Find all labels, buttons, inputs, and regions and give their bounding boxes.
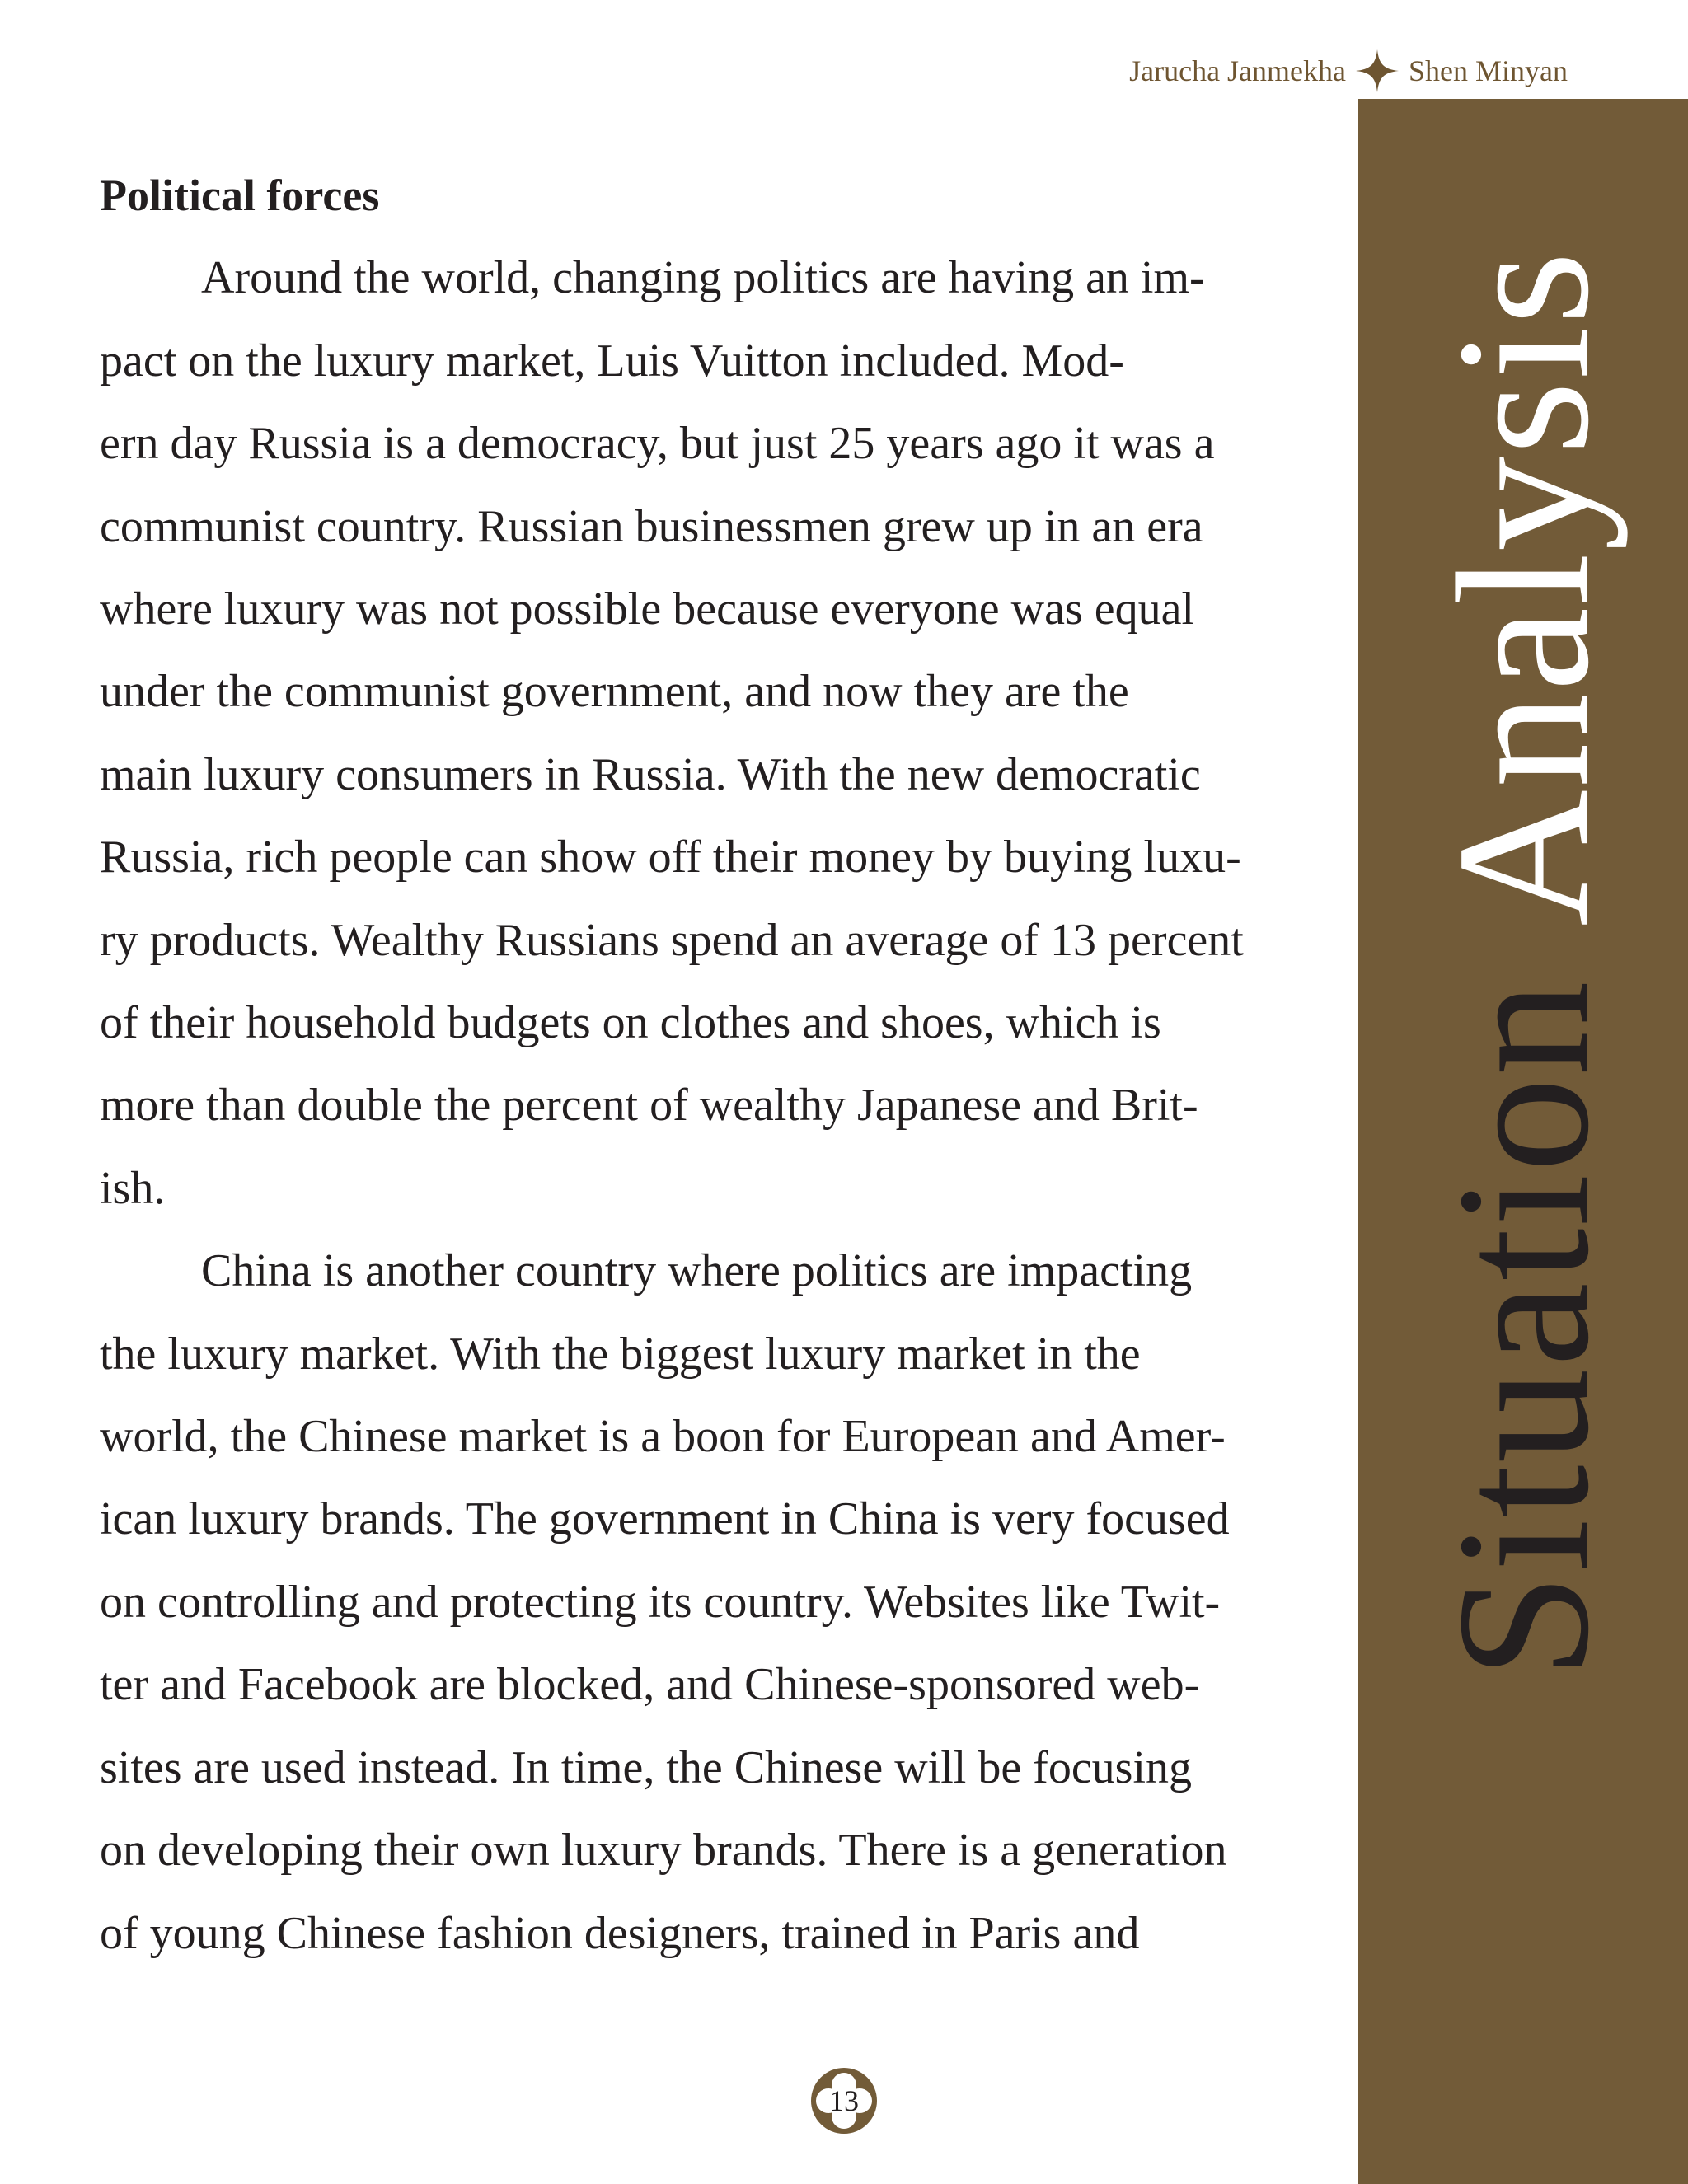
header-byline (1129, 48, 1568, 94)
page-number-ornament (810, 2067, 878, 2135)
text-line: the luxury market. With the biggest luxury market in the (100, 1328, 1141, 1380)
text-line: sites are used instead. In time, the Chinese will be focusing (100, 1741, 1193, 1793)
text-line: Around the world, changing politics are having an im- (201, 252, 1205, 304)
text-line: ern day Russia is a democracy, but just 25 years ago it was a (100, 418, 1215, 470)
author-name-1: Jarucha Janmekha (1129, 54, 1346, 87)
section-title (1418, 250, 1628, 1679)
text-line: Russia, rich people can show off their money by buying luxu- (100, 832, 1241, 883)
page-number: 13 (829, 2084, 859, 2117)
text-line: ry products. Wealthy Russians spend an average of 13 percent (100, 914, 1244, 966)
text-line: more than double the percent of wealthy Japanese and Brit- (100, 1080, 1198, 1132)
text-line: world, the Chinese market is a boon for European and Amer- (100, 1411, 1226, 1463)
text-line: where luxury was not possible because everyone was equal (100, 583, 1195, 635)
paragraph-1 (100, 237, 1320, 1230)
text-line: China is another country where politics are impacting (201, 1245, 1193, 1297)
section-heading: Political forces (100, 171, 380, 220)
text-line: main luxury consumers in Russia. With the new democratic (100, 748, 1201, 800)
text-line: ter and Facebook are blocked, and Chinese-sponsored web- (100, 1659, 1200, 1711)
paragraph-2 (100, 1230, 1320, 1975)
author-name-2: Shen Minyan (1409, 54, 1568, 87)
main-content (100, 171, 1320, 1975)
text-line: on developing their own luxury brands. There is a generation (100, 1825, 1227, 1877)
body-text (100, 237, 1320, 1975)
four-point-star-icon (1354, 48, 1400, 94)
text-line: of their household budgets on clothes and shoes, which is (100, 997, 1161, 1049)
text-line: on controlling and protecting its country. Websites like Twit- (100, 1576, 1221, 1628)
text-line: communist country. Russian businessmen grew up in an era (100, 500, 1203, 552)
section-title-word-2: Analysis (1418, 250, 1628, 926)
text-line: pact on the luxury market, Luis Vuitton included. Mod- (100, 335, 1124, 387)
text-line: ican luxury brands. The government in China is very focused (100, 1493, 1230, 1545)
section-sidebar (1358, 99, 1688, 2184)
text-line: under the communist government, and now they are the (100, 666, 1129, 718)
text-line: of young Chinese fashion designers, trained in Paris and (100, 1907, 1140, 1959)
section-title-word-1: Situation (1418, 979, 1628, 1679)
text-line: ish. (100, 1162, 166, 1214)
